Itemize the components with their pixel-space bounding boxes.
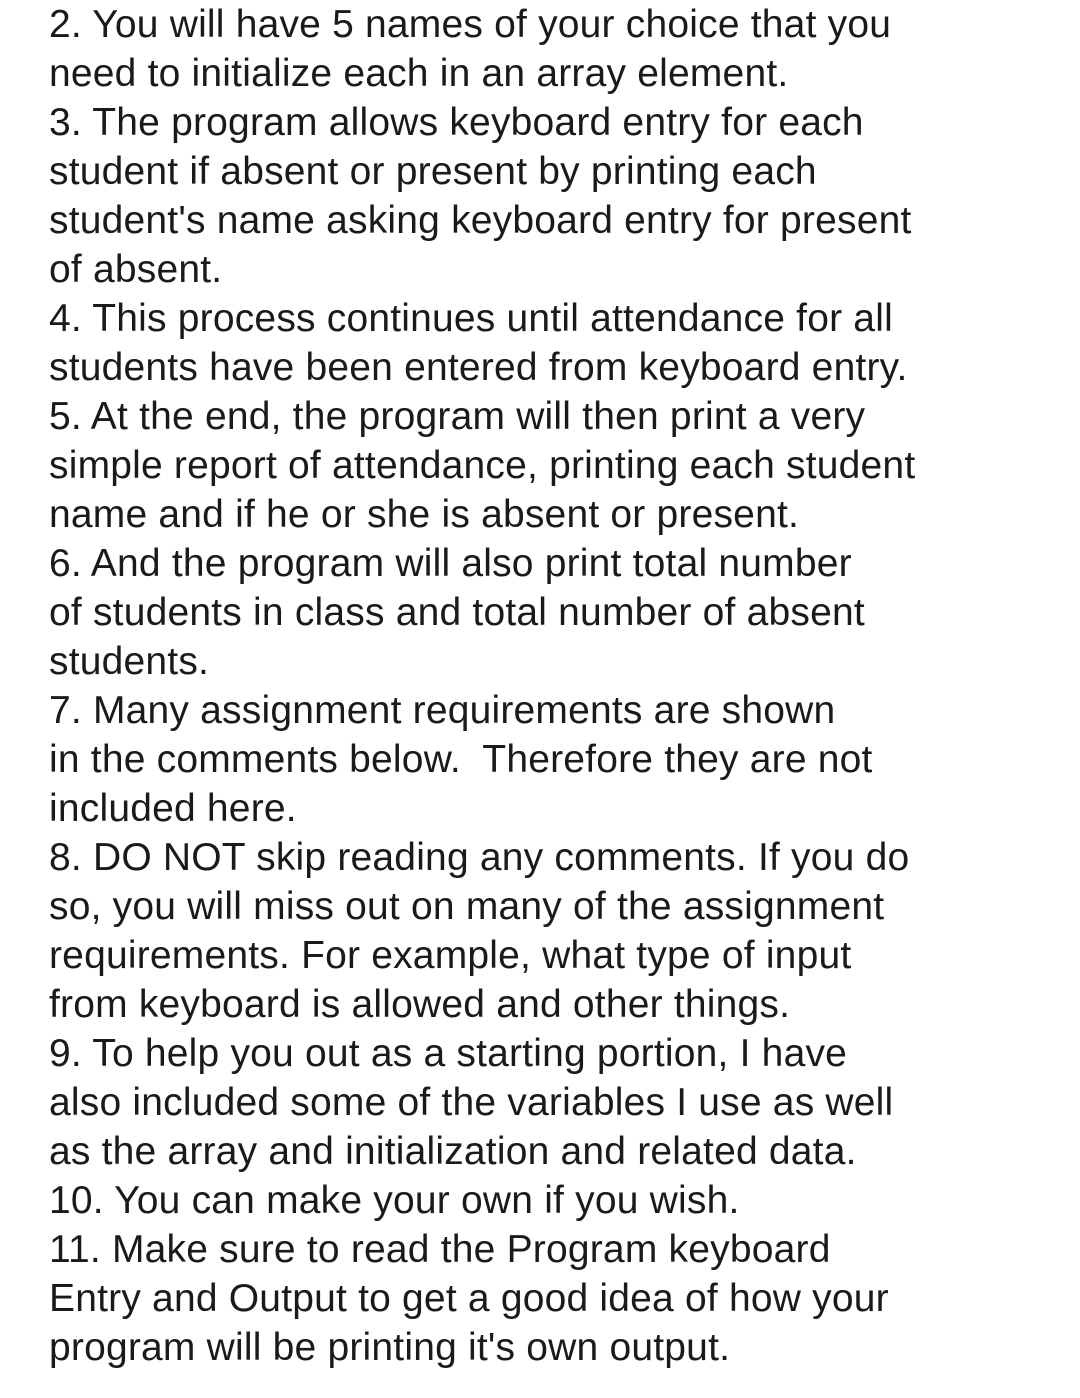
text-line: from keyboard is allowed and other things.	[49, 983, 791, 1026]
text-line: of students in class and total number of absent	[49, 591, 865, 634]
text-line: requirements. For example, what type of input	[49, 934, 852, 977]
text-line: 5. At the end, the program will then print a very	[49, 395, 866, 438]
text-line: 2. You will have 5 names of your choice that you	[49, 3, 892, 46]
text-line: program will be printing it's own output.	[49, 1326, 731, 1369]
instructions-text	[49, 0, 1069, 1372]
text-line: students.	[49, 640, 210, 683]
text-line: need to initialize each in an array element.	[49, 52, 789, 95]
text-line: student if absent or present by printing each	[49, 150, 817, 193]
text-line: included here.	[49, 787, 297, 830]
text-line: as the array and initialization and related data.	[49, 1130, 857, 1173]
text-line: so, you will miss out on many of the assignment	[49, 885, 885, 928]
text-line: of absent.	[49, 248, 223, 291]
text-line: simple report of attendance, printing each student	[49, 444, 916, 487]
text-line: Entry and Output to get a good idea of how your	[49, 1277, 889, 1320]
text-line: in the comments below. Therefore they are not	[49, 738, 873, 781]
text-line: 3. The program allows keyboard entry for each	[49, 101, 864, 144]
text-line: 11. Make sure to read the Program keyboard	[49, 1228, 831, 1271]
text-line: 4. This process continues until attendance for all	[49, 297, 893, 340]
text-line: students have been entered from keyboard entry.	[49, 346, 908, 389]
text-line: also included some of the variables I use as well	[49, 1081, 894, 1124]
text-line: 7. Many assignment requirements are shown	[49, 689, 836, 732]
text-line: student's name asking keyboard entry for present	[49, 199, 912, 242]
text-line: name and if he or she is absent or present.	[49, 493, 800, 536]
text-line: 8. DO NOT skip reading any comments. If you do	[49, 836, 910, 879]
text-line: 10. You can make your own if you wish.	[49, 1179, 740, 1222]
text-line: 6. And the program will also print total number	[49, 542, 852, 585]
text-line: 9. To help you out as a starting portion, I have	[49, 1032, 848, 1075]
